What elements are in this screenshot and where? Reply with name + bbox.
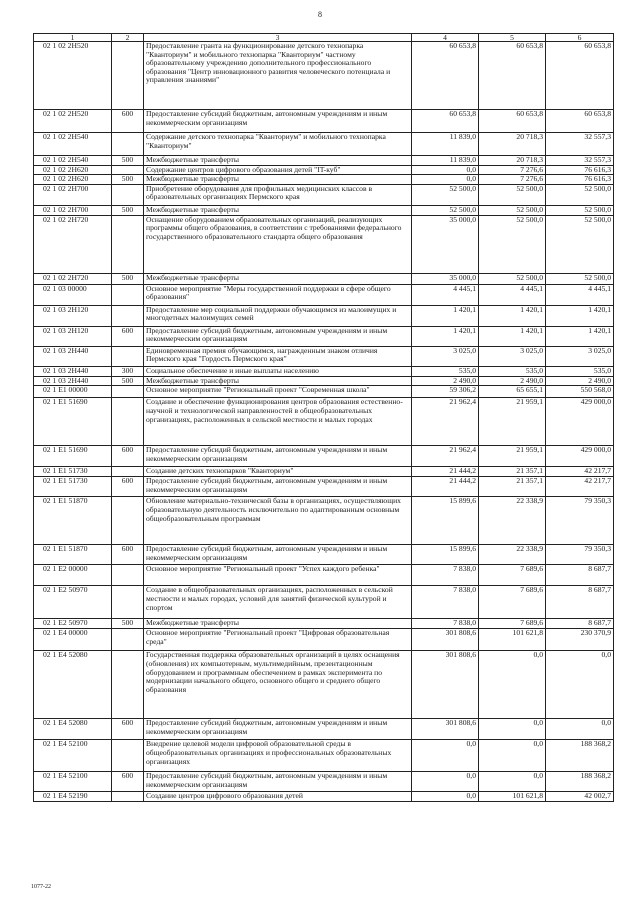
row-name: Предоставление гранта на функционирование детского технопарка "Кванториум" и мобильного технопарка "Кванториум" частному образовательному учреждению дополнительного профессионального образования "Центр инновационного развития человеческого потенциала и управления знаниями" (144, 42, 412, 110)
row-expense-type (112, 284, 144, 305)
row-expense-type (112, 165, 144, 175)
row-code: 02 1 E4 52080 (34, 651, 112, 719)
row-name: Предоставление субсидий бюджетным, автономным учреждениям и иным некоммерческим организациям (144, 326, 412, 346)
row-value-2: 7 689,6 (479, 565, 546, 586)
table-row (34, 376, 614, 386)
table-row (34, 346, 614, 366)
table-row (34, 719, 614, 740)
table-row (34, 133, 614, 156)
row-expense-type: 500 (112, 156, 144, 166)
row-value-2: 0,0 (479, 740, 546, 772)
row-name: Создание детских технопарков "Кванториум" (144, 467, 412, 477)
row-value-3: 4 445,1 (546, 284, 614, 305)
row-value-2: 3 025,0 (479, 346, 546, 366)
row-code: 02 1 E1 51690 (34, 446, 112, 467)
row-value-2: 52 500,0 (479, 273, 546, 284)
row-name: Внедрение целевой модели цифровой образовательной среды в общеобразовательных организациях и профессиональных образовательных организациях (144, 740, 412, 772)
row-name: Основное мероприятие "Региональный проект "Успех каждого ребенка" (144, 565, 412, 586)
row-name: Предоставление субсидий бюджетным, автономным учреждениям и иным некоммерческим организациям (144, 719, 412, 740)
row-value-1: 0,0 (412, 792, 479, 802)
row-value-3: 0,0 (546, 651, 614, 719)
row-code: 02 1 03 2Н120 (34, 305, 112, 326)
table-row (34, 386, 614, 398)
row-value-1: 301 808,6 (412, 651, 479, 719)
row-code: 02 1 02 2Н540 (34, 156, 112, 166)
table-header-row (34, 34, 614, 42)
row-code: 02 1 E1 00000 (34, 386, 112, 398)
table-row (34, 619, 614, 629)
column-header: 4 (412, 34, 479, 42)
row-expense-type (112, 386, 144, 398)
row-value-2: 52 500,0 (479, 205, 546, 215)
row-value-1: 21 962,4 (412, 446, 479, 467)
row-code: 02 1 02 2Н700 (34, 205, 112, 215)
table-row (34, 184, 614, 205)
row-code: 02 1 02 2Н520 (34, 42, 112, 110)
table-row (34, 792, 614, 802)
row-value-3: 429 000,0 (546, 446, 614, 467)
row-value-2: 22 338,9 (479, 497, 546, 545)
row-value-3: 60 653,8 (546, 110, 614, 133)
row-value-3: 76 616,3 (546, 175, 614, 185)
row-value-1: 21 444,2 (412, 477, 479, 497)
row-value-3: 2 490,0 (546, 376, 614, 386)
row-value-3: 8 687,7 (546, 586, 614, 619)
row-value-2: 52 500,0 (479, 215, 546, 273)
row-code: 02 1 02 2Н720 (34, 273, 112, 284)
row-code: 02 1 03 2Н440 (34, 366, 112, 376)
row-value-2: 21 959,1 (479, 446, 546, 467)
table-row (34, 165, 614, 175)
row-value-3: 32 557,3 (546, 133, 614, 156)
row-name: Предоставление субсидий бюджетным, автономным учреждениям и иным некоммерческим организациям (144, 477, 412, 497)
row-value-3: 79 350,3 (546, 545, 614, 565)
table-row (34, 497, 614, 545)
row-expense-type (112, 467, 144, 477)
row-value-2: 7 689,6 (479, 586, 546, 619)
row-expense-type: 300 (112, 366, 144, 376)
row-value-2: 7 276,6 (479, 165, 546, 175)
row-value-2: 0,0 (479, 651, 546, 719)
row-value-2: 4 445,1 (479, 284, 546, 305)
row-value-3: 32 557,3 (546, 156, 614, 166)
row-name: Межбюджетные трансферты (144, 619, 412, 629)
table-body (34, 42, 614, 802)
row-name: Содержание детского технопарка "Кванториум" и мобильного технопарка "Кванториум" (144, 133, 412, 156)
row-value-3: 52 500,0 (546, 273, 614, 284)
row-code: 02 1 E1 51690 (34, 398, 112, 446)
row-code: 02 1 E4 00000 (34, 629, 112, 651)
row-code: 02 1 02 2Н520 (34, 110, 112, 133)
row-value-1: 15 899,6 (412, 497, 479, 545)
row-value-2: 21 357,1 (479, 477, 546, 497)
table-row (34, 772, 614, 792)
row-expense-type (112, 215, 144, 273)
row-value-1: 1 420,1 (412, 305, 479, 326)
row-value-1: 21 444,2 (412, 467, 479, 477)
row-value-2: 0,0 (479, 772, 546, 792)
row-value-3: 0,0 (546, 719, 614, 740)
row-expense-type (112, 651, 144, 719)
table-row (34, 629, 614, 651)
row-value-1: 3 025,0 (412, 346, 479, 366)
row-name: Межбюджетные трансферты (144, 156, 412, 166)
row-value-1: 0,0 (412, 165, 479, 175)
row-value-2: 21 357,1 (479, 467, 546, 477)
row-expense-type (112, 305, 144, 326)
row-value-1: 60 653,8 (412, 110, 479, 133)
row-code: 02 1 02 2Н720 (34, 215, 112, 273)
row-expense-type (112, 792, 144, 802)
row-code: 02 1 E1 51730 (34, 467, 112, 477)
row-expense-type: 600 (112, 477, 144, 497)
row-value-1: 0,0 (412, 740, 479, 772)
row-expense-type: 500 (112, 376, 144, 386)
row-value-3: 52 500,0 (546, 184, 614, 205)
row-code: 02 1 E4 52190 (34, 792, 112, 802)
row-expense-type (112, 133, 144, 156)
row-value-3: 188 368,2 (546, 772, 614, 792)
table-row (34, 366, 614, 376)
row-code: 02 1 E2 50970 (34, 619, 112, 629)
row-name: Создание центров цифрового образования детей (144, 792, 412, 802)
row-value-2: 65 655,1 (479, 386, 546, 398)
row-code: 02 1 03 00000 (34, 284, 112, 305)
budget-table (33, 33, 614, 802)
row-name: Приобретение оборудования для профильных медицинских классов в образовательных организациях Пермского края (144, 184, 412, 205)
row-code: 02 1 03 2Н120 (34, 326, 112, 346)
row-expense-type (112, 497, 144, 545)
row-name: Обновление материально-технической базы в организациях, осуществляющих образовательную деятельность исключительно по адаптированным основным общеобразовательным программам (144, 497, 412, 545)
row-value-1: 11 839,0 (412, 156, 479, 166)
row-value-2: 60 653,8 (479, 42, 546, 110)
row-value-1: 52 500,0 (412, 184, 479, 205)
row-name: Социальное обеспечение и иные выплаты населению (144, 366, 412, 376)
row-value-2: 52 500,0 (479, 184, 546, 205)
row-value-1: 7 838,0 (412, 586, 479, 619)
row-value-2: 1 420,1 (479, 326, 546, 346)
column-header: 6 (546, 34, 614, 42)
column-header: 2 (112, 34, 144, 42)
row-value-3: 52 500,0 (546, 215, 614, 273)
row-expense-type: 600 (112, 110, 144, 133)
row-name: Предоставление мер социальной поддержки обучающимся из малоимущих и многодетных малоимущих семей (144, 305, 412, 326)
table-row (34, 156, 614, 166)
row-value-3: 188 368,2 (546, 740, 614, 772)
row-name: Содержание центров цифрового образования детей "IT-куб" (144, 165, 412, 175)
table-row (34, 284, 614, 305)
row-value-1: 4 445,1 (412, 284, 479, 305)
table-row (34, 740, 614, 772)
row-expense-type (112, 629, 144, 651)
row-code: 02 1 E1 51870 (34, 545, 112, 565)
row-expense-type: 500 (112, 175, 144, 185)
row-name: Предоставление субсидий бюджетным, автономным учреждениям и иным некоммерческим организациям (144, 110, 412, 133)
row-name: Создание в общеобразовательных организациях, расположенных в сельской местности и малых городах, условий для занятий физической культурой и спортом (144, 586, 412, 619)
row-expense-type (112, 586, 144, 619)
row-name: Основное мероприятие "Меры государственной поддержки в сфере общего образования" (144, 284, 412, 305)
table-row (34, 545, 614, 565)
row-name: Межбюджетные трансферты (144, 175, 412, 185)
table-row (34, 446, 614, 467)
row-name: Оснащение оборудованием образовательных организаций, реализующих программы общего образования, в соответствии с требованиями федерального государственного образовательного стандарта общего образования (144, 215, 412, 273)
row-value-2: 101 621,8 (479, 792, 546, 802)
row-value-3: 76 616,3 (546, 165, 614, 175)
row-expense-type (112, 565, 144, 586)
row-value-1: 301 808,6 (412, 629, 479, 651)
table-row (34, 467, 614, 477)
row-code: 02 1 02 2Н620 (34, 175, 112, 185)
table-row (34, 305, 614, 326)
row-name: Государственная поддержка образовательных организаций в целях оснащения (обновления) их компьютерным, мультимедийным, презентационным оборудованием и программным обеспечением в рамках эксперимента по модернизации начального общего, основного общего и среднего общего образования (144, 651, 412, 719)
row-name: Межбюджетные трансферты (144, 205, 412, 215)
row-value-2: 535,0 (479, 366, 546, 376)
row-value-1: 60 653,8 (412, 42, 479, 110)
row-value-1: 11 839,0 (412, 133, 479, 156)
row-name: Единовременная премия обучающимся, награжденным знаком отличия Пермского края "Гордость Пермского края" (144, 346, 412, 366)
row-name: Предоставление субсидий бюджетным, автономным учреждениям и иным некоммерческим организациям (144, 772, 412, 792)
column-header: 1 (34, 34, 112, 42)
row-value-1: 52 500,0 (412, 205, 479, 215)
row-value-3: 8 687,7 (546, 565, 614, 586)
row-expense-type (112, 398, 144, 446)
table-row (34, 565, 614, 586)
table-row (34, 215, 614, 273)
row-value-2: 20 718,3 (479, 133, 546, 156)
row-value-2: 101 621,8 (479, 629, 546, 651)
row-expense-type (112, 346, 144, 366)
row-name: Предоставление субсидий бюджетным, автономным учреждениям и иным некоммерческим организациям (144, 446, 412, 467)
row-value-3: 42 002,7 (546, 792, 614, 802)
row-expense-type: 600 (112, 719, 144, 740)
row-value-1: 0,0 (412, 772, 479, 792)
row-name: Межбюджетные трансферты (144, 376, 412, 386)
row-expense-type: 600 (112, 545, 144, 565)
row-value-3: 8 687,7 (546, 619, 614, 629)
table-row (34, 586, 614, 619)
row-value-3: 535,0 (546, 366, 614, 376)
row-code: 02 1 02 2Н700 (34, 184, 112, 205)
row-value-3: 429 000,0 (546, 398, 614, 446)
row-value-1: 535,0 (412, 366, 479, 376)
row-value-2: 21 959,1 (479, 398, 546, 446)
row-value-1: 7 838,0 (412, 619, 479, 629)
row-value-1: 301 808,6 (412, 719, 479, 740)
row-name: Создание и обеспечение функционирования центров образования естественно-научной и технологической направленностей в общеобразовательных организациях, расположенных в сельской местности и малых городах (144, 398, 412, 446)
row-code: 02 1 02 2Н620 (34, 165, 112, 175)
row-value-3: 1 420,1 (546, 305, 614, 326)
row-code: 02 1 03 2Н440 (34, 376, 112, 386)
table-row (34, 477, 614, 497)
row-name: Межбюджетные трансферты (144, 273, 412, 284)
row-expense-type: 600 (112, 446, 144, 467)
row-expense-type: 500 (112, 205, 144, 215)
row-name: Основное мероприятие "Региональный проект "Цифровая образовательная среда" (144, 629, 412, 651)
row-value-2: 2 490,0 (479, 376, 546, 386)
row-value-3: 550 568,0 (546, 386, 614, 398)
row-value-1: 7 838,0 (412, 565, 479, 586)
row-value-3: 60 653,8 (546, 42, 614, 110)
row-value-2: 0,0 (479, 719, 546, 740)
row-value-3: 52 500,0 (546, 205, 614, 215)
column-header: 5 (479, 34, 546, 42)
row-expense-type (112, 740, 144, 772)
page-number: 8 (318, 10, 322, 19)
row-value-2: 20 718,3 (479, 156, 546, 166)
row-value-1: 59 306,2 (412, 386, 479, 398)
row-value-1: 15 899,6 (412, 545, 479, 565)
row-value-2: 1 420,1 (479, 305, 546, 326)
row-code: 02 1 E2 50970 (34, 586, 112, 619)
row-code: 02 1 E1 51870 (34, 497, 112, 545)
row-expense-type: 500 (112, 619, 144, 629)
row-value-2: 7 689,6 (479, 619, 546, 629)
row-code: 02 1 02 2Н540 (34, 133, 112, 156)
row-name: Предоставление субсидий бюджетным, автономным учреждениям и иным некоммерческим организациям (144, 545, 412, 565)
column-header: 3 (144, 34, 412, 42)
row-value-1: 35 000,0 (412, 273, 479, 284)
row-expense-type (112, 184, 144, 205)
row-value-1: 2 490,0 (412, 376, 479, 386)
table-row (34, 326, 614, 346)
row-code: 02 1 E1 51730 (34, 477, 112, 497)
row-value-2: 60 653,8 (479, 110, 546, 133)
row-value-1: 1 420,1 (412, 326, 479, 346)
row-expense-type (112, 42, 144, 110)
table-row (34, 205, 614, 215)
row-value-1: 21 962,4 (412, 398, 479, 446)
row-name: Основное мероприятие "Региональный проект "Современная школа" (144, 386, 412, 398)
row-code: 02 1 E2 00000 (34, 565, 112, 586)
row-value-2: 22 338,9 (479, 545, 546, 565)
table-row (34, 651, 614, 719)
table-row (34, 175, 614, 185)
row-value-3: 1 420,1 (546, 326, 614, 346)
table-row (34, 42, 614, 110)
row-value-3: 230 370,9 (546, 629, 614, 651)
row-value-2: 7 276,6 (479, 175, 546, 185)
row-code: 02 1 E4 52100 (34, 772, 112, 792)
row-expense-type: 500 (112, 273, 144, 284)
row-value-3: 42 217,7 (546, 477, 614, 497)
table-row (34, 110, 614, 133)
table-row (34, 273, 614, 284)
row-value-3: 42 217,7 (546, 467, 614, 477)
row-expense-type: 600 (112, 772, 144, 792)
row-value-3: 3 025,0 (546, 346, 614, 366)
row-value-3: 79 350,3 (546, 497, 614, 545)
footer-code: 1077-22 (31, 884, 51, 890)
row-code: 02 1 03 2Н440 (34, 346, 112, 366)
row-value-1: 0,0 (412, 175, 479, 185)
table-row (34, 398, 614, 446)
row-expense-type: 600 (112, 326, 144, 346)
row-value-1: 35 000,0 (412, 215, 479, 273)
row-code: 02 1 E4 52100 (34, 740, 112, 772)
row-code: 02 1 E4 52080 (34, 719, 112, 740)
